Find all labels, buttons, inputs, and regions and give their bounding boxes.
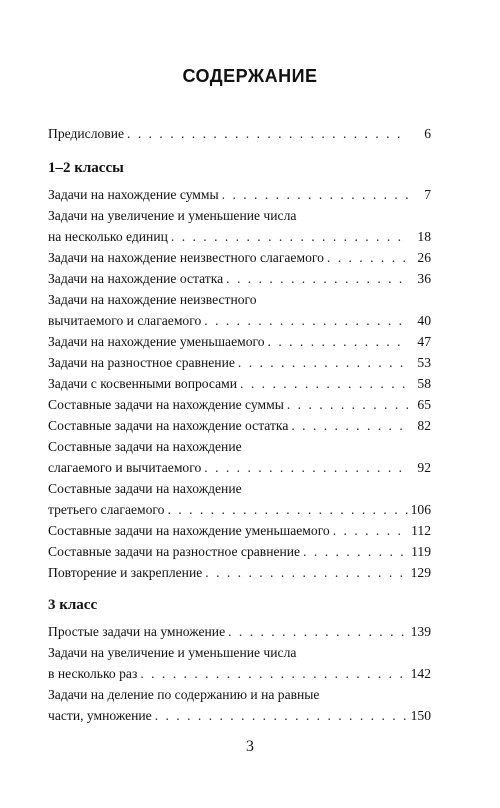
entry-text: Задачи на нахождение уменьшаемого <box>48 334 265 349</box>
entry-text: третьего слагаемого <box>48 502 165 517</box>
page-number: 26 <box>417 250 431 265</box>
page-number: 65 <box>417 397 431 412</box>
entry-text: Задачи на нахождение неизвестного <box>48 292 257 307</box>
dot-leader <box>303 541 408 562</box>
toc-entry-line <box>48 310 431 331</box>
toc-entry-line <box>48 621 431 642</box>
toc-entry-line <box>48 268 431 289</box>
toc-entry-line <box>48 663 431 684</box>
toc-entry-line <box>48 247 431 268</box>
toc-entry-line <box>48 373 431 394</box>
entry-text: Составные задачи на нахождение <box>48 481 242 496</box>
dot-leader <box>205 562 407 583</box>
page-number: 106 <box>410 502 431 517</box>
preface-group <box>48 123 431 144</box>
entry-text: Составные задачи на нахождение уменьшаемого <box>48 523 330 538</box>
page-title: СОДЕРЖАНИЕ <box>182 66 318 86</box>
dot-leader <box>140 663 407 684</box>
dot-leader <box>291 415 408 436</box>
toc-entry-line <box>48 331 431 352</box>
page-number: 36 <box>417 271 431 286</box>
page-number: 129 <box>410 565 431 580</box>
toc-entry-line <box>48 642 431 663</box>
entry-text: Простые задачи на умножение <box>48 624 226 639</box>
toc-entry-line <box>48 436 431 457</box>
entry-text: Задачи на нахождение суммы <box>48 187 219 202</box>
toc-entry-line <box>48 184 431 205</box>
entry-text: Задачи на разностное сравнение <box>48 355 235 370</box>
section-1-entries <box>48 184 431 583</box>
entry-text: Составные задачи на нахождение остатка <box>48 418 289 433</box>
entry-text: Задачи на деление по содержанию и на равные <box>48 687 320 702</box>
dot-leader <box>222 184 408 205</box>
page-number: 119 <box>411 544 431 559</box>
dot-leader <box>240 373 408 394</box>
entry-text: Задачи на увеличение и уменьшение числа <box>48 208 297 223</box>
dot-leader <box>127 123 408 144</box>
toc-entry-line <box>48 684 431 705</box>
entry-text: вычитаемого и слагаемого <box>48 313 202 328</box>
dot-leader <box>238 352 408 373</box>
entry-text: Составные задачи на нахождение <box>48 439 242 454</box>
dot-leader <box>167 499 407 520</box>
entry-text: слагаемого и вычитаемого <box>48 460 202 475</box>
page-folio: 3 <box>246 738 254 755</box>
toc-entry-line <box>48 520 431 541</box>
toc-entry-line <box>48 457 431 478</box>
entry-text: Задачи на нахождение неизвестного слагаемого <box>48 250 324 265</box>
dot-leader <box>268 331 408 352</box>
toc-entry-line <box>48 394 431 415</box>
dot-leader <box>327 247 408 268</box>
toc-entry-line <box>48 352 431 373</box>
section-heading-grade-3: 3 класс <box>48 597 98 613</box>
section-heading-grades-1-2: 1–2 классы <box>48 160 124 176</box>
entry-text: Повторение и закрепление <box>48 565 203 580</box>
dot-leader <box>226 268 408 289</box>
toc-entry-line <box>48 705 431 726</box>
dot-leader <box>228 621 408 642</box>
section-2-entries <box>48 621 431 726</box>
toc-entry-line <box>48 289 431 310</box>
entry-text: Задачи на увеличение и уменьшение числа <box>48 645 297 660</box>
entry-text: части, умножение <box>48 708 152 723</box>
toc-entry-line <box>48 226 431 247</box>
page-number: 139 <box>410 624 431 639</box>
entry-text: Составные задачи на разностное сравнение <box>48 544 301 559</box>
dot-leader <box>287 394 408 415</box>
page-number: 47 <box>417 334 431 349</box>
page-number: 142 <box>410 666 431 681</box>
page-number: 112 <box>411 523 431 538</box>
dot-leader <box>204 457 408 478</box>
entry-text: Задачи на нахождение остатка <box>48 271 224 286</box>
entry-text: Задачи с косвенными вопросами <box>48 376 238 391</box>
page-number: 18 <box>417 229 431 244</box>
toc-entry-line <box>48 499 431 520</box>
toc-entry-preface <box>48 123 431 144</box>
page-number: 150 <box>410 708 431 723</box>
dot-leader <box>155 705 408 726</box>
dot-leader <box>333 520 408 541</box>
toc-entry-line <box>48 541 431 562</box>
page-number: 58 <box>417 376 431 391</box>
page-number: 7 <box>424 187 431 202</box>
dot-leader <box>204 310 408 331</box>
page-number: 92 <box>417 460 431 475</box>
page-number: 82 <box>417 418 431 433</box>
entry-text: Предисловие <box>48 126 125 141</box>
dot-leader <box>171 226 408 247</box>
toc-entry-line <box>48 415 431 436</box>
toc-entry-line <box>48 478 431 499</box>
entry-text: Составные задачи на нахождение суммы <box>48 397 284 412</box>
toc-entry-line <box>48 205 431 226</box>
toc-entry-line <box>48 562 431 583</box>
page-number: 40 <box>417 313 431 328</box>
page-number: 6 <box>424 126 431 141</box>
page-number: 53 <box>417 355 431 370</box>
entry-text: в несколько раз <box>48 666 138 681</box>
entry-text: на несколько единиц <box>48 229 168 244</box>
